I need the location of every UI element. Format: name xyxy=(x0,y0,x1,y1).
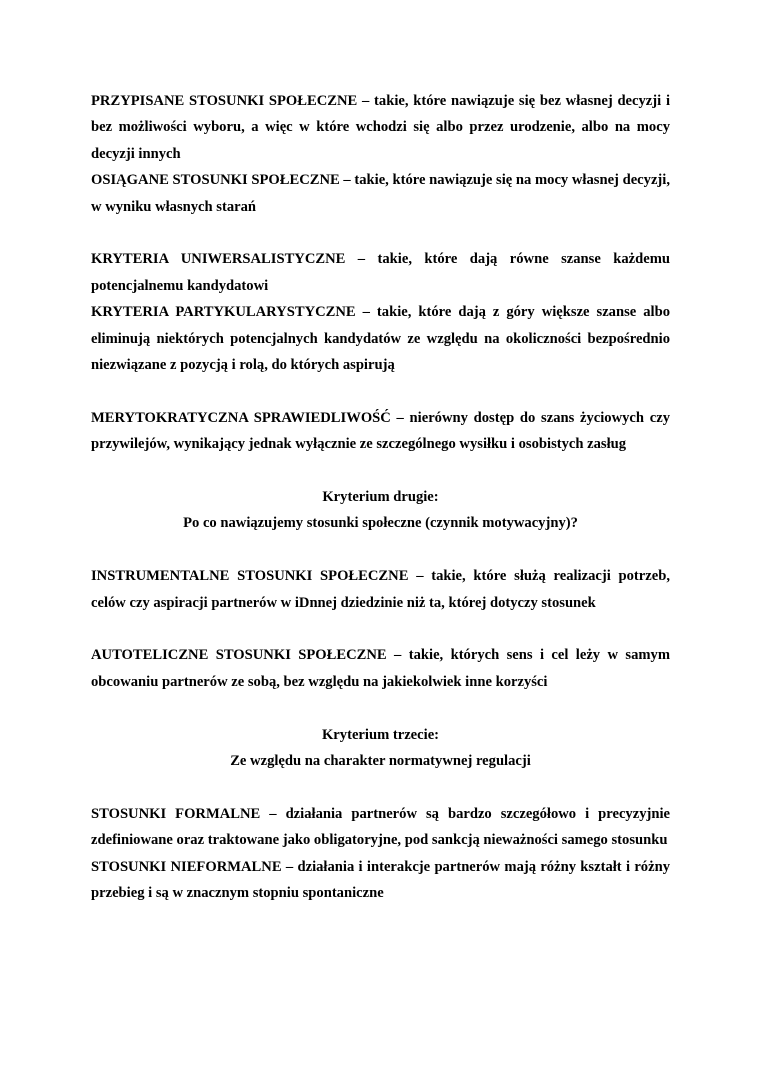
paragraph-formalne: STOSUNKI FORMALNE – działania partnerów są bardzo szczegółowo i precyzyjnie zdefiniowane oraz traktowane jako obligatoryjne, pod sankcją nieważności samego stosunku xyxy=(91,805,670,849)
subtitle-kryterium-trzecie: Ze względu na charakter normatywnej regulacji xyxy=(230,753,531,770)
document-page xyxy=(91,88,670,906)
spacer xyxy=(91,458,670,484)
paragraph-merytokratyczna: MERYTOKRATYCZNA SPRAWIEDLIWOŚĆ – nierówny dostęp do szans życiowych czy przywilejów, wynikający jednak wyłącznie ze szczególnego wysiłku i osobistych zasług xyxy=(91,409,670,453)
paragraph-uniwersalistyczne: KRYTERIA UNIWERSALISTYCZNE – takie, które dają równe szanse każdemu potencjalnemu kandydatowi xyxy=(91,251,670,294)
spacer xyxy=(91,616,670,642)
question-kryterium-drugie: Po co nawiązujemy stosunki społeczne (czynnik motywacyjny)? xyxy=(183,515,578,532)
paragraph-przypisane: PRZYPISANE STOSUNKI SPOŁECZNE – takie, które nawiązuje się bez własnej decyzji i bez możliwości wyboru, a więc w które wchodzi się albo przez urodzenie, albo na mocy decyzji innych xyxy=(91,93,670,162)
spacer xyxy=(91,774,670,800)
paragraph-osiagane: OSIĄGANE STOSUNKI SPOŁECZNE – takie, które nawiązuje się na mocy własnej decyzji, w wyniku własnych starań xyxy=(91,172,670,215)
paragraph-autoteliczne: AUTOTELICZNE STOSUNKI SPOŁECZNE – takie, których sens i cel leży w samym obcowaniu partnerów ze sobą, bez względu na jakiekolwiek inne korzyści xyxy=(91,647,670,690)
paragraph-instrumentalne: INSTRUMENTALNE STOSUNKI SPOŁECZNE – takie, które służą realizacji potrzeb, celów czy aspiracji partnerów w iDnnej dziedzinie niż ta, której dotyczy stosunek xyxy=(91,568,670,611)
spacer xyxy=(91,695,670,721)
spacer xyxy=(91,537,670,563)
heading-kryterium-drugie: Kryterium drugie: xyxy=(322,489,439,506)
paragraph-partykularystyczne: KRYTERIA PARTYKULARYSTYCZNE – takie, które dają z góry większe szanse albo eliminują niektórych potencjalnych kandydatów ze względu na okoliczności bezpośrednio niezwiązane z pozycją i rolą, do których aspirują xyxy=(91,304,670,374)
paragraph-nieformalne: STOSUNKI NIEFORMALNE – działania i interakcje partnerów mają różny kształt i różny przebieg i są w znacznym stopniu spontaniczne xyxy=(91,858,670,902)
spacer xyxy=(91,378,670,404)
heading-kryterium-trzecie: Kryterium trzecie: xyxy=(321,726,440,743)
spacer xyxy=(91,220,670,246)
